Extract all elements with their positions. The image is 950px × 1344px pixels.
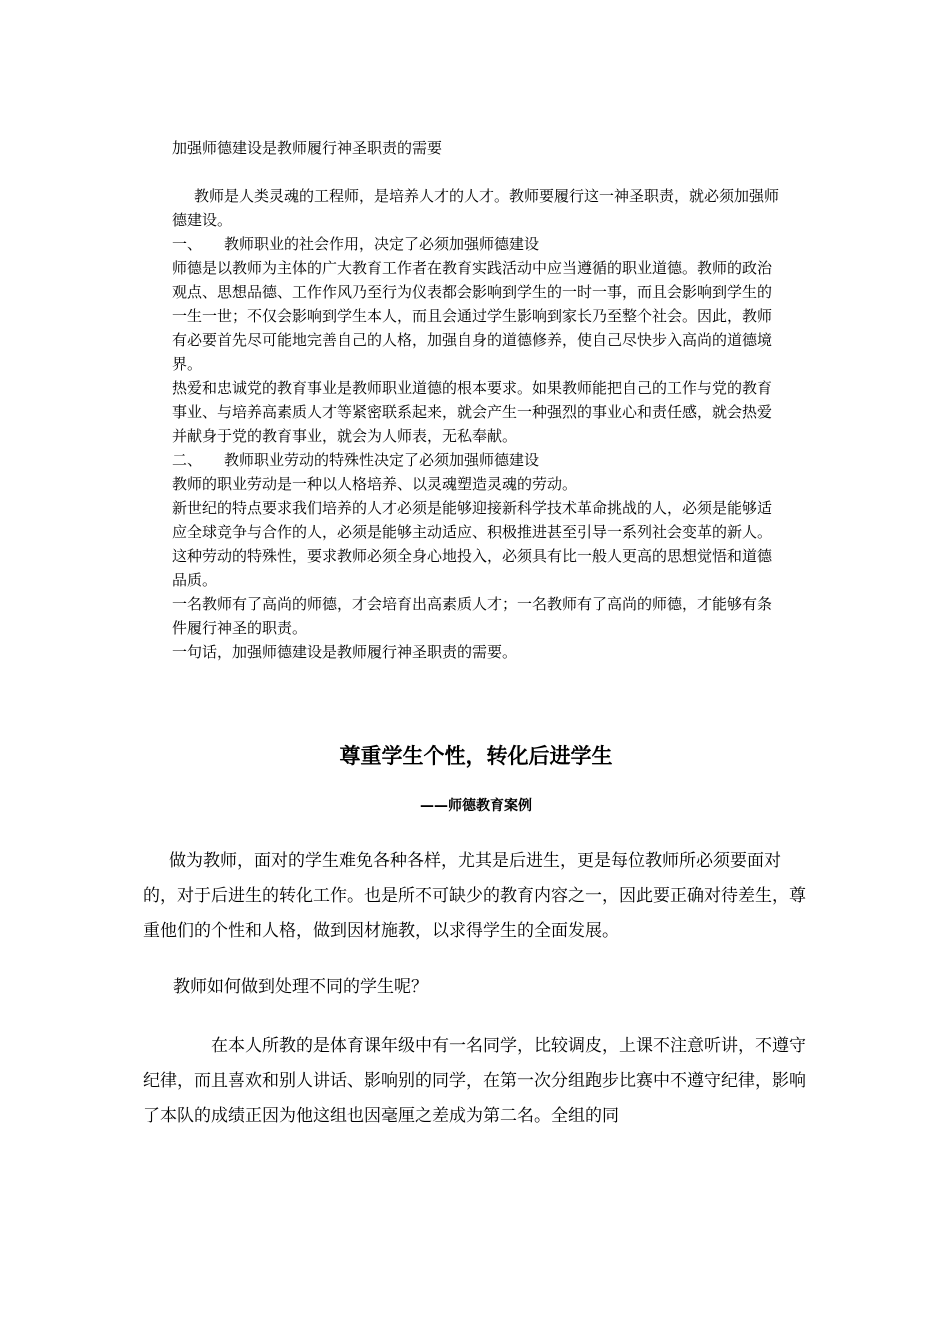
heading-one-number: 一、: [172, 235, 203, 253]
paragraph: 一名教师有了高尚的师德，才会培育出高素质人才；一名教师有了高尚的师德，才能够有条件履行神圣的职责。: [172, 595, 773, 637]
paragraph: 热爱和忠诚党的教育事业是教师职业道德的根本要求。如果教师能把自己的工作与党的教育事业、与培养高素质人才等紧密联系起来，就会产生一种强烈的事业心和责任感，就会热爱并献身于党的教育事业，就会为人师表，无私奉献。: [172, 379, 773, 445]
heading-two-text: 教师职业劳动的特殊性决定了必须加强师德建设: [224, 451, 540, 469]
paragraph: 新世纪的特点要求我们培养的人才必须是能够迎接新科学技术革命挑战的人，必须是能够适应全球竞争与合作的人，必须是能够主动适应、积极推进甚至引导一系列社会变革的新人。: [172, 499, 773, 541]
paragraph: 在本人所教的是体育课年级中有一名同学，比较调皮，上课不注意听讲，不遵守纪律，而且喜欢和别人讲话、影响别的同学，在第一次分组跑步比赛中不遵守纪律，影响了本队的成绩正因为他这组也因毫厘之差成为第二名。全组的同: [143, 1036, 806, 1126]
paragraph: 师德是以教师为主体的广大教育工作者在教育实践活动中应当遵循的职业道德。教师的政治观点、思想品德、工作作风乃至行为仪表都会影响到学生的一时一事，而且会影响到学生的一生一世；不仅会影响到学生本人，而且会通过学生影响到家长乃至整个社会。因此，教师有必要首先尽可能地完善自己的人格，加强自身的道德修养，使自己尽快步入高尚的道德境界。: [172, 259, 773, 373]
paragraph: 教师如何做到处理不同的学生呢？: [173, 977, 428, 997]
heading-two: [172, 448, 784, 472]
paragraph: 这种劳动的特殊性，要求教师必须全身心地投入，必须具有比一般人更高的思想觉悟和道德品质。: [172, 547, 773, 589]
paragraph: 一句话，加强师德建设是教师履行神圣职责的需要。: [172, 643, 518, 661]
paragraph: 教师的职业劳动是一种以人格培养、以灵魂塑造灵魂的劳动。: [172, 475, 578, 493]
paragraph: 做为教师，面对的学生难免各种各样，尤其是后进生，更是每位教师所必须要面对的，对于后进生的转化工作。也是所不可缺少的教育内容之一，因此要正确对待差生，尊重他们的个性和人格，做到因材施教，以求得学生的全面发展。: [143, 851, 806, 941]
heading-two-number: 二、: [172, 451, 203, 469]
section-teacher-ethics: [172, 136, 784, 664]
section-case-study: [143, 736, 809, 1134]
case-subtitle: ——师德教育案例: [420, 798, 532, 814]
section-title: 加强师德建设是教师履行神圣职责的需要: [172, 139, 443, 157]
heading-one: [172, 232, 784, 256]
intro-paragraph: 教师是人类灵魂的工程师，是培养人才的人才。教师要履行这一神圣职责，就必须加强师德建设。: [172, 187, 780, 229]
case-title: 尊重学生个性，转化后进学生: [339, 744, 613, 768]
heading-one-text: 教师职业的社会作用，决定了必须加强师德建设: [224, 235, 540, 253]
